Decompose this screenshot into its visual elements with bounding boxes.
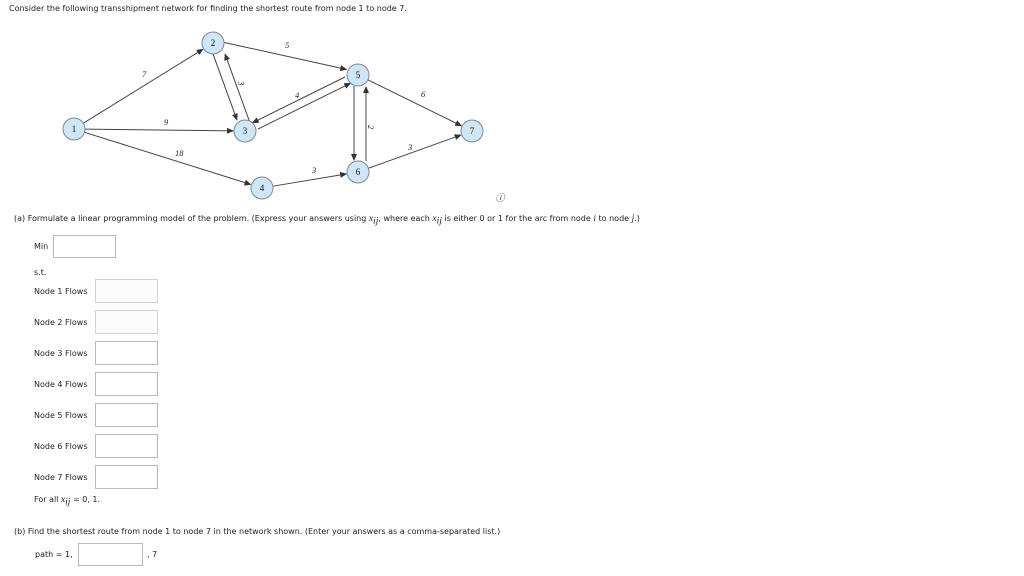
- objective-input[interactable]: [53, 235, 116, 258]
- edge-cost-label: 4: [295, 90, 300, 100]
- constraint-label: Node 5 Flows: [34, 411, 88, 420]
- problem-intro: Consider the following transshipment network for finding the shortest route from node 1 to node 7.: [9, 4, 407, 13]
- node-label: 2: [210, 38, 216, 48]
- node-label: 5: [355, 70, 361, 80]
- edge-cost-label: 6: [421, 89, 426, 99]
- edge-1-4: [84, 132, 250, 184]
- node-7: [461, 120, 483, 142]
- node-label: 4: [259, 183, 265, 193]
- edge-cost-label: 5: [285, 40, 290, 50]
- edge-3-5: [258, 83, 350, 129]
- node-label: 1: [71, 124, 77, 134]
- edge-cost-label: 9: [164, 117, 169, 127]
- edge-cost-label: 3: [408, 142, 413, 152]
- edge-cost-label: 2: [366, 125, 376, 130]
- node-4: [251, 177, 273, 199]
- st-label: s.t.: [34, 268, 47, 277]
- node-1: [63, 118, 85, 140]
- path-label: path = 1,: [35, 550, 73, 559]
- node-6: [347, 161, 369, 183]
- part-a-prompt: (a) Formulate a linear programming model of the problem. (Express your answers using $x_{ij}$, where each $x_{ij}$ is either 0 or 1 for the arc from node i to node j.): [14, 214, 640, 227]
- node-2-flow-input[interactable]: [95, 310, 158, 334]
- node-label: 6: [355, 167, 361, 177]
- node-5: [347, 64, 369, 86]
- constraint-label: Node 3 Flows: [34, 349, 88, 358]
- for-all-note: For all $x_{ij} = 0$, 1.: [34, 495, 101, 508]
- path-suffix: , 7: [147, 550, 158, 559]
- constraint-label: Node 6 Flows: [34, 442, 88, 451]
- edge-cost-label: 7: [142, 69, 147, 79]
- part-b-prompt: (b) Find the shortest route from node 1 to node 7 in the network shown. (Enter your answers as a comma-separated list.): [14, 527, 501, 536]
- node-label: 7: [469, 126, 475, 136]
- node-4-flow-input[interactable]: [95, 372, 158, 396]
- node-3: [234, 120, 256, 142]
- edge-cost-label: 18: [175, 148, 184, 158]
- constraint-label: Node 4 Flows: [34, 380, 88, 389]
- node-6-flow-input[interactable]: [95, 434, 158, 458]
- node-3-flow-input[interactable]: [95, 341, 158, 365]
- path-input[interactable]: [78, 543, 143, 566]
- edge-6-7: [368, 135, 460, 168]
- node-7-flow-input[interactable]: [95, 465, 158, 489]
- edge-cost-label: 3: [236, 79, 247, 87]
- edge-3-2: [225, 54, 249, 120]
- edge-1-3: [85, 129, 233, 131]
- min-label: Min: [34, 242, 49, 251]
- network-diagram: [0, 0, 1024, 210]
- edge-cost-label: 3: [312, 165, 317, 175]
- node-2: [202, 32, 224, 54]
- constraint-label: Node 2 Flows: [34, 318, 88, 327]
- constraint-label: Node 1 Flows: [34, 287, 88, 296]
- edge-5-7: [368, 80, 461, 126]
- edge-4-6: [273, 174, 346, 186]
- node-label: 3: [242, 126, 248, 136]
- info-icon[interactable]: ⓘ: [495, 193, 505, 203]
- constraint-label: Node 7 Flows: [34, 473, 88, 482]
- node-5-flow-input[interactable]: [95, 403, 158, 427]
- edge-1-2: [83, 49, 202, 123]
- node-1-flow-input[interactable]: [95, 279, 158, 303]
- edge-2-3: [213, 53, 237, 119]
